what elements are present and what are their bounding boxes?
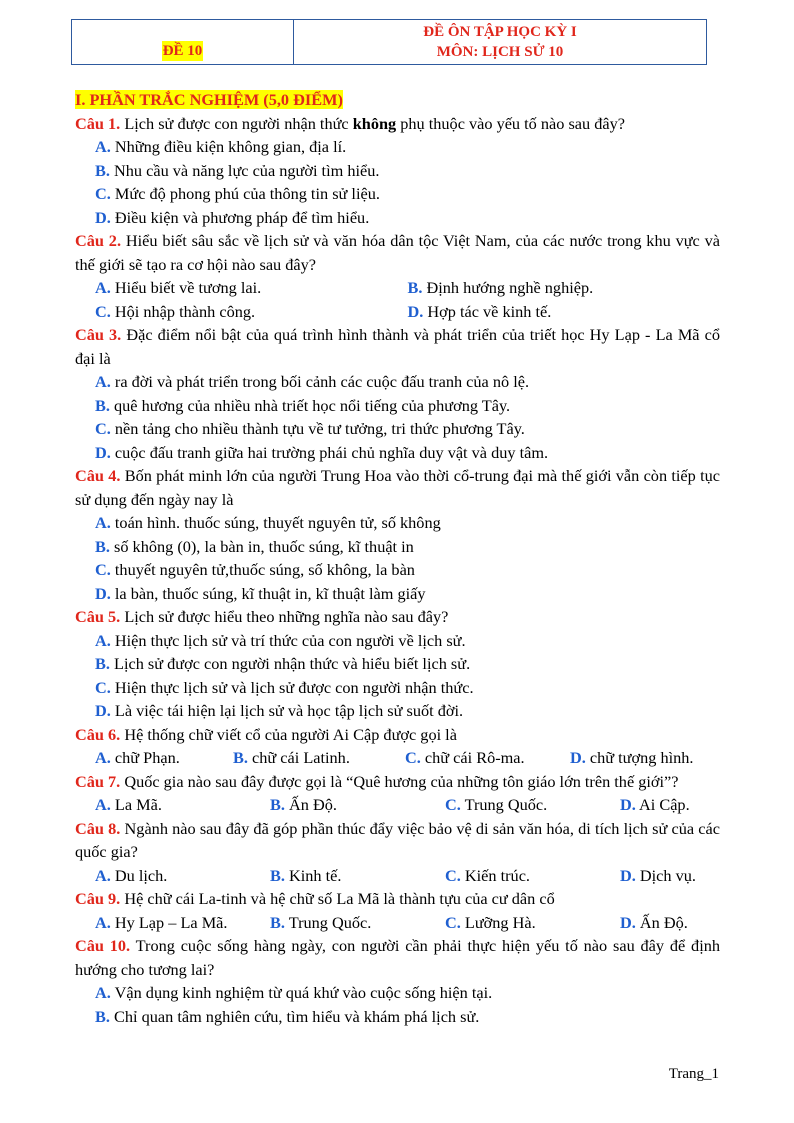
option-letter: D. xyxy=(620,912,636,932)
option xyxy=(75,394,720,418)
option-text: Định hướng nghề nghiệp. xyxy=(422,278,594,297)
option-text: Nhu cầu và năng lực của người tìm hiểu. xyxy=(109,160,380,180)
option-letter: A. xyxy=(95,912,111,932)
option-text: Kinh tế. xyxy=(284,865,342,885)
option xyxy=(75,652,720,676)
option-letter: B. xyxy=(95,395,110,415)
exam-content xyxy=(75,88,720,1028)
option-letter: C. xyxy=(445,865,461,885)
option-text: Lịch sử được con người nhận thức và hiểu biết lịch sử. xyxy=(109,654,471,673)
section-heading-wrap xyxy=(75,88,720,112)
option-letter: B. xyxy=(270,865,285,885)
option-text: Trung Quốc. xyxy=(284,912,372,932)
option-text: Hội nhập thành công. xyxy=(110,301,256,321)
option xyxy=(620,911,688,935)
option-letter: A. xyxy=(95,372,111,391)
option-letter: C. xyxy=(445,912,461,932)
question-7 xyxy=(75,770,720,794)
option xyxy=(75,558,720,582)
option xyxy=(75,629,720,653)
option xyxy=(75,582,720,606)
question-3 xyxy=(75,323,720,370)
option-text: toán hình. thuốc súng, thuyết nguyên tử, số không xyxy=(110,513,441,532)
question-text: Lịch sử được hiểu theo những nghĩa nào sau đây? xyxy=(120,607,449,626)
option-letter: D. xyxy=(95,442,111,462)
option xyxy=(445,911,620,935)
option-text: Ấn Độ. xyxy=(284,795,337,814)
option-letter: D. xyxy=(620,795,636,814)
option xyxy=(95,746,233,770)
option-letter: B. xyxy=(407,278,423,297)
question-number: Câu 4. xyxy=(75,466,121,485)
option-text: Mức độ phong phú của thông tin sử liệu. xyxy=(110,184,380,203)
option-letter: C. xyxy=(95,419,111,438)
question-number: Câu 7. xyxy=(75,771,121,791)
option-letter: A. xyxy=(95,795,111,814)
option-letter: D. xyxy=(570,748,586,767)
option-letter: A. xyxy=(95,865,111,885)
option-letter: B. xyxy=(95,536,110,556)
option-letter: B. xyxy=(95,1006,110,1026)
option-letter: C. xyxy=(95,677,111,697)
question-text: Hệ thống chữ viết cổ của người Ai Cập được gọi là xyxy=(120,724,457,744)
question-10 xyxy=(75,934,720,981)
question-4 xyxy=(75,464,720,511)
question-number: Câu 3. xyxy=(75,325,122,344)
option-row xyxy=(75,300,720,324)
option-row xyxy=(75,276,720,300)
option xyxy=(75,135,720,159)
option xyxy=(75,699,720,723)
option-letter: D. xyxy=(407,301,424,321)
page-number: Trang_1 xyxy=(668,1066,719,1082)
option-letter: C. xyxy=(405,748,421,767)
option-text: Kiến trúc. xyxy=(460,865,530,885)
option-text: chữ tượng hình. xyxy=(585,748,694,767)
option-text: cuộc đấu tranh giữa hai trường phái chủ nghĩa duy vật và duy tâm. xyxy=(110,442,549,462)
section-heading: I. PHẦN TRẮC NGHIỆM (5,0 ĐIỂM) xyxy=(75,90,343,109)
option xyxy=(75,511,720,535)
option-row xyxy=(75,911,720,935)
option xyxy=(75,676,720,700)
option-letter: B. xyxy=(270,912,285,932)
option xyxy=(620,864,696,888)
option-letter: A. xyxy=(95,630,111,650)
option-text: Hợp tác về kinh tế. xyxy=(423,301,552,321)
option xyxy=(445,793,620,817)
option xyxy=(95,793,270,817)
option-letter: B. xyxy=(95,654,110,673)
option xyxy=(75,159,720,183)
option-text: số không (0), la bàn in, thuốc súng, kĩ thuật in xyxy=(109,536,414,556)
option xyxy=(408,300,721,324)
option-letter: C. xyxy=(95,184,111,203)
question-number: Câu 9. xyxy=(75,889,121,908)
option xyxy=(405,746,570,770)
exam-subject: MÔN: LỊCH SỬ 10 xyxy=(436,44,564,60)
question-text: Trong cuộc sống hàng ngày, con người cần phải thực hiện yếu tố nào sau đây để định hướng cho tương lai? xyxy=(75,936,720,979)
header-box xyxy=(71,19,707,65)
option xyxy=(75,206,720,230)
question-number: Câu 10. xyxy=(75,936,131,955)
option xyxy=(75,1005,720,1029)
option xyxy=(570,746,694,770)
option-text: Vận dụng kinh nghiệm từ quá khứ vào cuộc sống hiện tại. xyxy=(110,983,493,1002)
option-text: Điều kiện và phương pháp để tìm hiểu. xyxy=(110,207,370,227)
option xyxy=(270,793,445,817)
option-text: thuyết nguyên tử,thuốc súng, số không, la bàn xyxy=(110,560,415,579)
option-text: Hy Lạp – La Mã. xyxy=(110,912,228,932)
option-text: Ấn Độ. xyxy=(635,912,688,932)
question-text: Bốn phát minh lớn của người Trung Hoa vào thời cổ-trung đại mà thế giới vẫn còn tiếp tục sử dụng đến ngày nay là xyxy=(75,466,720,509)
option xyxy=(95,276,408,300)
option-text: chữ cái Rô-ma. xyxy=(420,748,525,767)
option-letter: C. xyxy=(95,560,111,579)
exam-number: ĐỀ 10 xyxy=(162,43,203,59)
question-number: Câu 5. xyxy=(75,607,121,626)
option-text: Dịch vụ. xyxy=(635,865,696,885)
question-5 xyxy=(75,605,720,629)
option-text: Ai Cập. xyxy=(635,795,690,814)
question-1 xyxy=(75,112,720,136)
option xyxy=(270,911,445,935)
option-text: quê hương của nhiều nhà triết học nổi tiếng của phương Tây. xyxy=(109,395,511,415)
question-text: Đặc điểm nổi bật của quá trình hình thành và phát triển của triết học Hy Lạp - La Mã cổ đại là xyxy=(75,325,720,368)
option-letter: B. xyxy=(233,748,248,767)
question-number: Câu 2. xyxy=(75,231,122,250)
option-letter: A. xyxy=(95,513,111,532)
question-text: Ngành nào sau đây đã góp phần thúc đẩy việc bảo vệ di sản văn hóa, di tích lịch sử của các quốc gia? xyxy=(75,818,720,861)
option-row xyxy=(75,864,720,888)
question-text: Hệ chữ cái La-tinh và hệ chữ số La Mã là thành tựu của cư dân cổ xyxy=(120,889,555,908)
header-right-cell xyxy=(294,20,706,64)
option-text: ra đời và phát triển trong bối cảnh các cuộc đấu tranh của nô lệ. xyxy=(110,372,530,391)
question-number: Câu 6. xyxy=(75,724,121,744)
option-text: chữ cái Latinh. xyxy=(247,748,350,767)
option-letter: D. xyxy=(95,207,111,227)
option-letter: D. xyxy=(620,865,636,885)
option xyxy=(270,864,445,888)
question-number: Câu 1. xyxy=(75,113,121,133)
option xyxy=(75,981,720,1005)
option-text: Hiện thực lịch sử và trí thức của con người về lịch sử. xyxy=(110,630,466,650)
option-letter: C. xyxy=(445,795,461,814)
option xyxy=(95,911,270,935)
option-letter: D. xyxy=(95,583,111,603)
option-letter: A. xyxy=(95,137,111,156)
option xyxy=(75,535,720,559)
exam-title: ĐỀ ÔN TẬP HỌC KỲ I xyxy=(423,24,577,40)
option-text: Lưỡng Hà. xyxy=(460,912,536,932)
option-letter: A. xyxy=(95,278,111,297)
option-text: Là việc tái hiện lại lịch sử và học tập lịch sử suốt đời. xyxy=(110,701,464,720)
option-letter: C. xyxy=(95,301,111,321)
option-letter: D. xyxy=(95,701,111,720)
option xyxy=(75,441,720,465)
option-text: nền tảng cho nhiều thành tựu về tư tưởng, tri thức phương Tây. xyxy=(110,419,525,438)
option xyxy=(95,300,408,324)
question-number: Câu 8. xyxy=(75,818,121,838)
question-6 xyxy=(75,723,720,747)
option xyxy=(408,276,721,300)
question-text: Hiểu biết sâu sắc về lịch sử và văn hóa dân tộc Việt Nam, của các nước trong khu vực và thế giới sẽ tạo ra cơ hội nào sau đây? xyxy=(75,231,720,274)
option-row xyxy=(75,793,720,817)
question-text: phụ thuộc vào yếu tố nào sau đây? xyxy=(396,113,625,133)
option-text: Chỉ quan tâm nghiên cứu, tìm hiểu và khám phá lịch sử. xyxy=(109,1006,480,1026)
option-text: Hiện thực lịch sử và lịch sử được con người nhận thức. xyxy=(110,677,474,697)
option xyxy=(75,182,720,206)
question-8 xyxy=(75,817,720,864)
option xyxy=(445,864,620,888)
question-emphasis: không xyxy=(352,113,397,133)
question-2 xyxy=(75,229,720,276)
question-9 xyxy=(75,887,720,911)
question-text: Lịch sử được con người nhận thức xyxy=(120,113,353,133)
option-letter: A. xyxy=(95,748,111,767)
question-text: Quốc gia nào sau đây được gọi là “Quê hương của những tôn giáo lớn trên thế giới”? xyxy=(120,771,679,791)
option-letter: B. xyxy=(270,795,285,814)
option-letter: A. xyxy=(95,983,111,1002)
option-text: Trung Quốc. xyxy=(460,795,548,814)
option-text: La Mã. xyxy=(110,795,162,814)
option xyxy=(620,793,690,817)
header-left-cell xyxy=(72,20,294,64)
option xyxy=(75,370,720,394)
option-text: Những điều kiện không gian, địa lí. xyxy=(110,137,347,156)
option xyxy=(75,417,720,441)
option-text: la bàn, thuốc súng, kĩ thuật in, kĩ thuật làm giấy xyxy=(110,583,426,603)
option-letter: B. xyxy=(95,160,110,180)
option xyxy=(95,864,270,888)
option-text: Hiểu biết về tương lai. xyxy=(110,278,262,297)
option-row xyxy=(75,746,720,770)
option-text: Du lịch. xyxy=(110,865,168,885)
option xyxy=(233,746,405,770)
option-text: chữ Phạn. xyxy=(110,748,180,767)
